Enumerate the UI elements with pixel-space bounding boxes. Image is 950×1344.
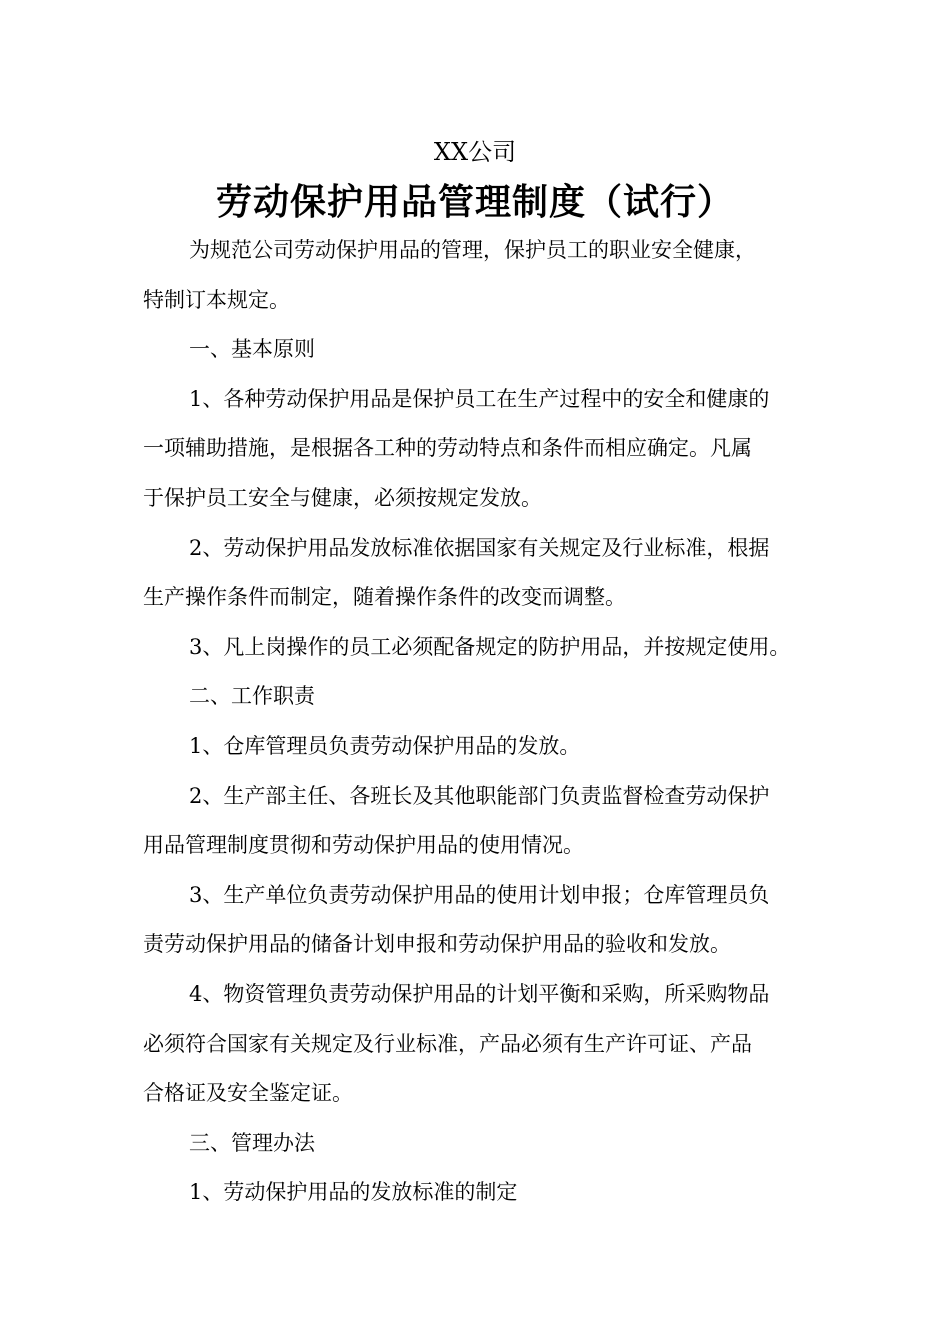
body-line: 特制订本规定。: [143, 287, 290, 312]
body-line: 4、物资管理负责劳动保护用品的计划平衡和采购，所采购物品: [189, 981, 770, 1006]
body-line: 一项辅助措施，是根据各工种的劳动特点和条件而相应确定。凡属: [143, 436, 752, 461]
body-line: 1、各种劳动保护用品是保护员工在生产过程中的安全和健康的: [189, 386, 770, 411]
body-line: 用品管理制度贯彻和劳动保护用品的使用情况。: [143, 833, 584, 858]
body-line: 1、仓库管理员负责劳动保护用品的发放。: [189, 733, 581, 758]
section-heading: 三、管理办法: [189, 1130, 315, 1155]
body-line: 2、劳动保护用品发放标准依据国家有关规定及行业标准，根据: [189, 535, 770, 560]
section-heading: 二、工作职责: [189, 684, 315, 709]
body-line: 2、生产部主任、各班长及其他职能部门负责监督检查劳动保护: [189, 783, 770, 808]
body-line: 3、凡上岗操作的员工必须配备规定的防护用品，并按规定使用。: [189, 634, 791, 659]
company-name: XX公司: [433, 138, 517, 166]
body-line: 责劳动保护用品的储备计划申报和劳动保护用品的验收和发放。: [143, 932, 731, 957]
document-body: [143, 226, 823, 1218]
body-line: 合格证及安全鉴定证。: [143, 1081, 353, 1106]
body-line: 于保护员工安全与健康，必须按规定发放。: [143, 485, 542, 510]
body-line: 生产操作条件而制定，随着操作条件的改变而调整。: [143, 585, 626, 610]
body-line: 必须符合国家有关规定及行业标准，产品必须有生产许可证、产品: [143, 1031, 752, 1056]
section-heading: 一、基本原则: [189, 337, 315, 362]
document-title: 劳动保护用品管理制度（试行）: [215, 181, 734, 223]
body-line: 1、劳动保护用品的发放标准的制定: [189, 1180, 518, 1205]
body-line: 为规范公司劳动保护用品的管理，保护员工的职业安全健康，: [189, 238, 756, 262]
body-line: 3、生产单位负责劳动保护用品的使用计划申报；仓库管理员负: [189, 882, 770, 907]
